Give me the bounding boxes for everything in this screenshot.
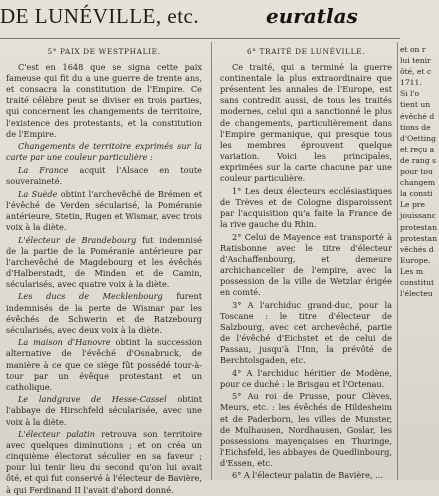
- paragraph-lead: L'électeur de Brandebourg: [18, 234, 137, 245]
- text-fragment: et reçu a: [400, 144, 435, 154]
- paragraph-text: 4° A l'archiduc héritier de Modène, pour ce duché : le Brisgau et l'Ortenau.: [220, 367, 392, 389]
- paragraph-lead: L'électeur palatin: [18, 429, 95, 440]
- right-column-fragment: [400, 44, 439, 480]
- watermark: euratlas: [266, 4, 358, 28]
- paragraph-lead: Le landgrave de Hesse-Cassel: [18, 394, 167, 405]
- section-heading-westphalie: 5° PAIX DE WESTPHALIE.: [47, 47, 161, 56]
- paragraph-text: 6° A l'électeur palatin de Bavière, ...: [232, 470, 383, 481]
- text-fragment: vêchés d: [400, 244, 434, 254]
- paragraph-text: 1° Les deux électeurs ecclésiastiques de Trèves et de Cologne disparoissent par l'acquisition qu'a faite la France de la rive gauche du Rhin.: [220, 185, 392, 229]
- paragraph: [6, 189, 202, 233]
- running-title: DE LUNÉVILLE, etc.: [0, 4, 200, 28]
- paragraph: [220, 232, 392, 299]
- left-paragraphs: [6, 62, 202, 496]
- text-fragment: pour tou: [400, 167, 433, 177]
- text-fragment: la consti: [400, 189, 433, 199]
- paragraph-lead: La France: [18, 164, 69, 175]
- text-fragment: Le pre: [400, 200, 425, 210]
- header-rule: [0, 38, 400, 39]
- text-fragment: de rang s: [400, 155, 436, 165]
- page-header: [0, 0, 439, 34]
- text-fragment: d'Oetting: [400, 133, 436, 143]
- paragraph-lead: La Suède: [18, 188, 58, 199]
- text-fragment: évêché d: [400, 111, 435, 121]
- text-fragment: jouissanc: [400, 211, 436, 221]
- paragraph: [6, 141, 202, 163]
- middle-column: [220, 44, 392, 480]
- text-fragment: lui tenir: [400, 56, 431, 66]
- paragraph-text: Ce traité, qui a terminé la guerre continentale la plus extraordinaire que présentent les annales de l'Europe, est sans contredit aussi, de tous les traités modernes, celui qui a sanctionné le plus de changements, particulièrement dans l'Empire germanique, qui presque tous les membres éprouvent quelque variation. Voici les principales, exprimées sur la carte chacune par une couleur particulière.: [220, 62, 392, 184]
- paragraph-text: obtint la succession alternative de l'évêché d'Osnabruck, de manière à ce que ce siège fût possédé tour-à-tour par un évêque protestant et un catholique.: [6, 337, 203, 392]
- text-fragment: tient un: [400, 100, 431, 110]
- paragraph: [6, 337, 202, 392]
- section-heading-luneville: 6° TRAITÉ DE LUNÉVILLE.: [246, 47, 366, 56]
- paragraph-text: obtint l'abbaye de Hirschfeld sécularisée, avec une voix à la diète.: [6, 394, 203, 427]
- paragraph: [220, 186, 392, 230]
- paragraph: [220, 368, 392, 390]
- paragraph-lead: Les ducs de Mecklenbourg: [18, 291, 163, 302]
- paragraph-text: furent indemnisés de la perte de Wismar par les évêchés de Schwerin et de Ratzebourg sécularisés, avec deux voix à la diète.: [6, 291, 203, 335]
- paragraph: [6, 165, 202, 187]
- paragraph-text: 5° Au roi de Prusse, pour Clèves, Meurs, etc. : les évêchés de Hildesheim et de Paderborn, les villes de Munster, de Mulhausen, Nordhausen, Goslar, les possessions mayençaises en Thuringe, l'Eichsfeld, les abbayes de Quedlinbourg, d'Essen, etc.: [220, 391, 392, 468]
- text-fragment: ôté, et c: [400, 67, 432, 77]
- paragraph: [220, 62, 392, 184]
- paragraph-text: acquit l'Alsace en toute souveraineté.: [6, 164, 202, 187]
- text-fragment: l'électeu: [400, 289, 433, 299]
- paragraph: [6, 291, 202, 335]
- text-fragment: Si l'o: [400, 89, 420, 99]
- paragraph: [6, 235, 202, 290]
- paragraph: [220, 300, 392, 367]
- paragraph: [220, 391, 392, 469]
- middle-paragraphs: [220, 62, 392, 481]
- text-fragment: et on r: [400, 45, 426, 54]
- text-fragment: changem: [400, 178, 436, 188]
- paragraph-text: fut indemnisé de la partie de la Poméranie antérieure par l'archevêché de Magdebourg et les évêchés d'Halberstadt, de Minden et de Camin, sécularisés, avec quatre voix à la diète.: [6, 234, 203, 289]
- text-fragment: Europe.: [400, 255, 431, 265]
- text-fragment: protestan: [400, 222, 437, 232]
- text-fragment: Les m: [400, 266, 424, 276]
- paragraph-text: 2° Celui de Mayence est transporté à Ratisbonne avec le titre d'électeur d'Aschaffenbourg, et demeure archichancelier de l'empire, avec la possession de la ville de Wetzlar érigée en comté.: [220, 231, 392, 297]
- paragraph-text: obtint l'archevêché de Brémen et l'évêché de Verden sécularisé, la Poméranie antérieure, Stetin, Rugen et Wismar, avec trois voix à la diète.: [6, 188, 202, 232]
- paragraph-lead: La maison d'Hanovre: [18, 337, 111, 348]
- paragraph: [6, 62, 202, 140]
- text-fragment: constitut: [400, 277, 435, 287]
- paragraph: [6, 429, 202, 496]
- text-fragment: 1711.: [400, 78, 422, 88]
- left-column: [6, 44, 203, 495]
- column-divider: [211, 42, 212, 480]
- text-fragment: protestan: [400, 233, 437, 243]
- paragraph-text: retrouva son territoire avec quelques diminutions ; et on créa un cinquième électorat séculier en sa faveur ; pour lui tenir lieu du second qu'on lui avait ôté, et qui fut conservé à l'électeur de Bavière, à qui Ferdinand II l'avait d'abord donné.: [6, 429, 202, 495]
- paragraph: [220, 470, 392, 481]
- text-fragment: tions de: [400, 122, 431, 132]
- paragraph-italic: Changements de territoire exprimés sur la carte par une couleur particulière :: [6, 141, 202, 163]
- paragraph-text: 3° A l'archiduc grand-duc, pour la Toscane : le titre d'électeur de Salzbourg, avec cet archevêché, partie de l'évêché d'Eichstet et de celui de Passau, jusqu'à l'Inn, la prévôté de Berchtolsgaden, etc.: [220, 299, 392, 366]
- paragraph: [6, 394, 202, 427]
- paragraph-text: C'est en 1648 que se signa cette paix fameuse qui fit du a une guerre de trente ans, et consacra la constitution de l'Empire. Ce traité célèbre peut se diviser en trois parties, qui concernent les changements de territoire, l'existence des protestants, et la constitution de l'Empire.: [6, 62, 202, 139]
- right-fragments: [400, 44, 439, 299]
- column-divider: [397, 42, 398, 480]
